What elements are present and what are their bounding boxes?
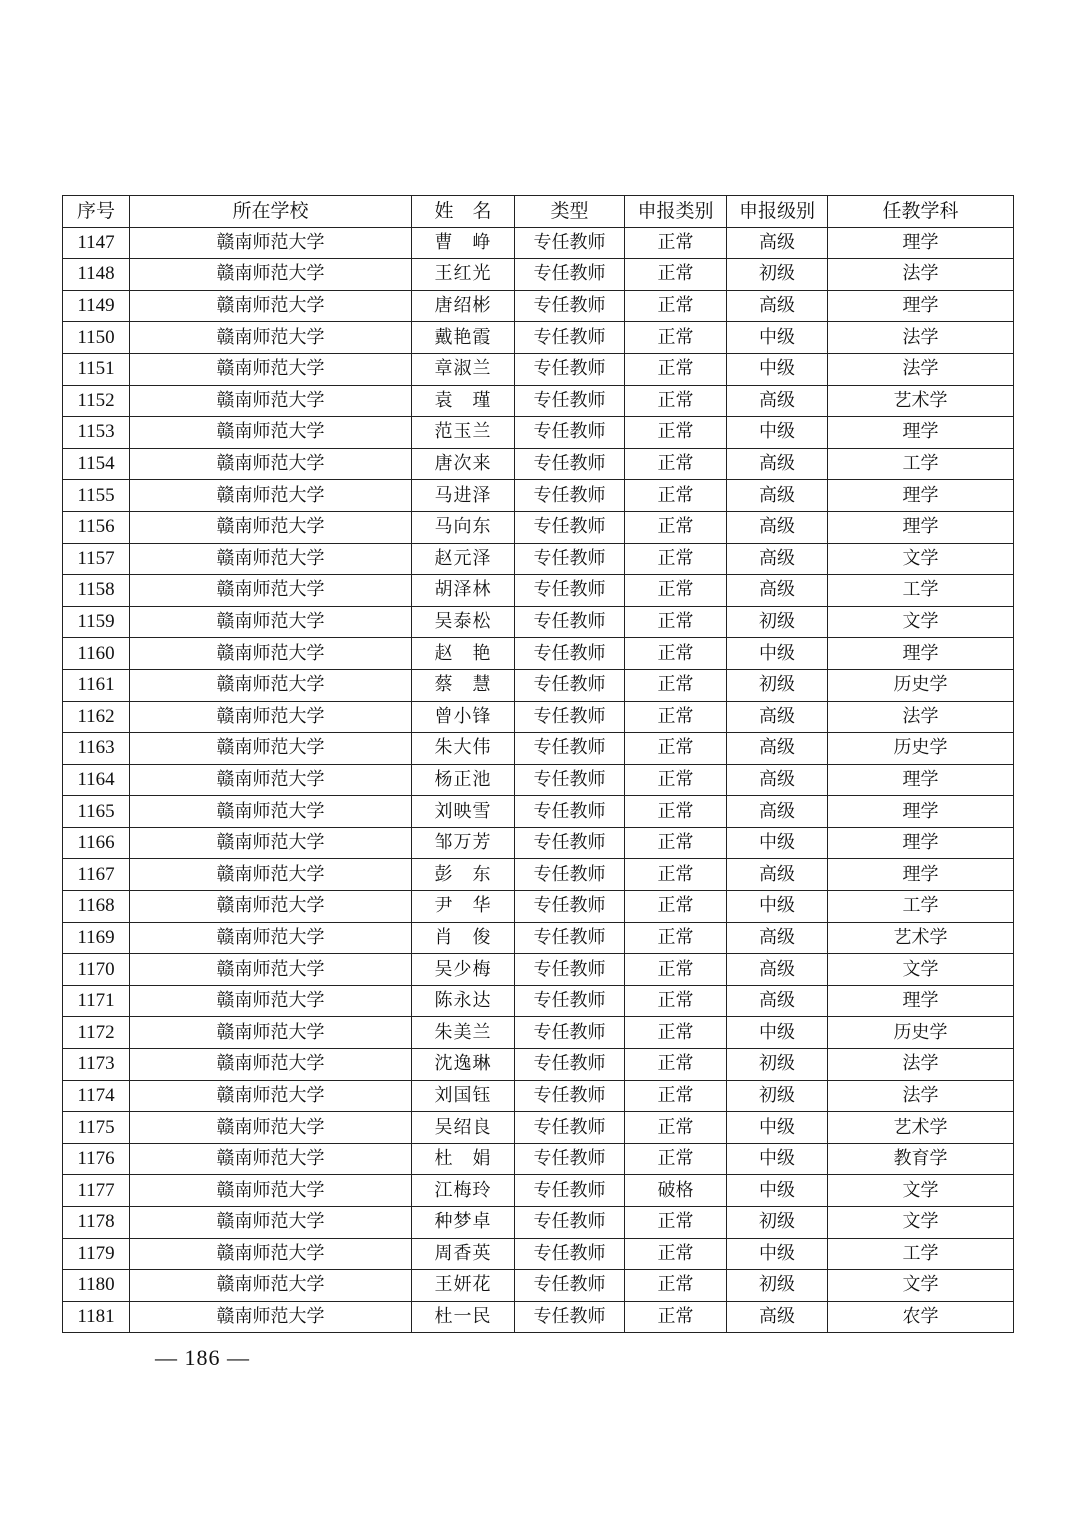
cell-category: 正常 <box>625 954 727 986</box>
cell-school: 赣南师范大学 <box>130 733 412 765</box>
table-row <box>63 1301 1014 1333</box>
cell-name: 吴泰松 <box>412 606 515 638</box>
cell-level: 高级 <box>727 385 828 417</box>
cell-school: 赣南师范大学 <box>130 480 412 512</box>
cell-level: 中级 <box>727 1175 828 1207</box>
cell-school: 赣南师范大学 <box>130 1270 412 1302</box>
cell-level: 中级 <box>727 1017 828 1049</box>
cell-type: 专任教师 <box>515 1301 625 1333</box>
cell-subject: 理学 <box>828 827 1014 859</box>
cell-type: 专任教师 <box>515 796 625 828</box>
cell-category: 正常 <box>625 985 727 1017</box>
cell-category: 正常 <box>625 448 727 480</box>
cell-index: 1172 <box>63 1017 130 1049</box>
cell-level: 高级 <box>727 480 828 512</box>
cell-index: 1164 <box>63 764 130 796</box>
table-row <box>63 827 1014 859</box>
cell-name: 唐绍彬 <box>412 290 515 322</box>
page-number: — 186 — <box>155 1345 250 1370</box>
cell-type: 专任教师 <box>515 448 625 480</box>
cell-subject: 艺术学 <box>828 922 1014 954</box>
cell-school: 赣南师范大学 <box>130 385 412 417</box>
cell-level: 高级 <box>727 922 828 954</box>
cell-index: 1148 <box>63 259 130 291</box>
table-row <box>63 891 1014 923</box>
cell-type: 专任教师 <box>515 259 625 291</box>
cell-index: 1161 <box>63 669 130 701</box>
cell-type: 专任教师 <box>515 954 625 986</box>
cell-subject: 工学 <box>828 1238 1014 1270</box>
cell-subject: 法学 <box>828 322 1014 354</box>
cell-level: 高级 <box>727 796 828 828</box>
cell-school: 赣南师范大学 <box>130 891 412 923</box>
cell-category: 正常 <box>625 891 727 923</box>
cell-category: 正常 <box>625 1049 727 1081</box>
cell-level: 高级 <box>727 1301 828 1333</box>
cell-level: 中级 <box>727 322 828 354</box>
cell-type: 专任教师 <box>515 1238 625 1270</box>
cell-level: 中级 <box>727 353 828 385</box>
cell-school: 赣南师范大学 <box>130 543 412 575</box>
table-row <box>63 259 1014 291</box>
cell-index: 1177 <box>63 1175 130 1207</box>
cell-level: 中级 <box>727 638 828 670</box>
cell-category: 正常 <box>625 1238 727 1270</box>
cell-name: 沈逸琳 <box>412 1049 515 1081</box>
cell-name: 杜一民 <box>412 1301 515 1333</box>
cell-school: 赣南师范大学 <box>130 575 412 607</box>
table-row <box>63 480 1014 512</box>
cell-subject: 工学 <box>828 448 1014 480</box>
cell-subject: 文学 <box>828 1207 1014 1239</box>
cell-level: 高级 <box>727 575 828 607</box>
cell-type: 专任教师 <box>515 1175 625 1207</box>
cell-level: 高级 <box>727 511 828 543</box>
cell-name: 曾小锋 <box>412 701 515 733</box>
cell-name: 章淑兰 <box>412 353 515 385</box>
cell-level: 高级 <box>727 448 828 480</box>
table-header-row <box>63 196 1014 228</box>
cell-type: 专任教师 <box>515 1270 625 1302</box>
cell-level: 高级 <box>727 701 828 733</box>
cell-name: 唐次来 <box>412 448 515 480</box>
cell-category: 正常 <box>625 796 727 828</box>
cell-type: 专任教师 <box>515 891 625 923</box>
cell-category: 正常 <box>625 227 727 259</box>
cell-name: 袁 瑾 <box>412 385 515 417</box>
cell-category: 正常 <box>625 417 727 449</box>
cell-name: 王妍花 <box>412 1270 515 1302</box>
cell-school: 赣南师范大学 <box>130 827 412 859</box>
cell-name: 种梦卓 <box>412 1207 515 1239</box>
cell-type: 专任教师 <box>515 1049 625 1081</box>
cell-category: 破格 <box>625 1175 727 1207</box>
cell-name: 肖 俊 <box>412 922 515 954</box>
cell-school: 赣南师范大学 <box>130 764 412 796</box>
cell-type: 专任教师 <box>515 1143 625 1175</box>
cell-index: 1157 <box>63 543 130 575</box>
cell-name: 赵元泽 <box>412 543 515 575</box>
cell-level: 初级 <box>727 259 828 291</box>
cell-level: 初级 <box>727 606 828 638</box>
cell-subject: 理学 <box>828 796 1014 828</box>
cell-category: 正常 <box>625 1080 727 1112</box>
cell-subject: 法学 <box>828 259 1014 291</box>
cell-name: 蔡 慧 <box>412 669 515 701</box>
cell-category: 正常 <box>625 290 727 322</box>
cell-index: 1151 <box>63 353 130 385</box>
cell-level: 初级 <box>727 1270 828 1302</box>
table-row <box>63 543 1014 575</box>
cell-subject: 文学 <box>828 1175 1014 1207</box>
header-index: 序号 <box>63 196 130 228</box>
cell-school: 赣南师范大学 <box>130 290 412 322</box>
cell-category: 正常 <box>625 322 727 354</box>
cell-name: 胡泽林 <box>412 575 515 607</box>
cell-school: 赣南师范大学 <box>130 859 412 891</box>
cell-index: 1170 <box>63 954 130 986</box>
header-application-category: 申报类别 <box>625 196 727 228</box>
cell-subject: 农学 <box>828 1301 1014 1333</box>
cell-name: 邹万芳 <box>412 827 515 859</box>
cell-level: 高级 <box>727 764 828 796</box>
cell-school: 赣南师范大学 <box>130 259 412 291</box>
cell-school: 赣南师范大学 <box>130 353 412 385</box>
cell-index: 1162 <box>63 701 130 733</box>
header-application-level: 申报级别 <box>727 196 828 228</box>
cell-name: 刘国钰 <box>412 1080 515 1112</box>
cell-subject: 法学 <box>828 701 1014 733</box>
cell-index: 1155 <box>63 480 130 512</box>
cell-type: 专任教师 <box>515 1080 625 1112</box>
cell-subject: 工学 <box>828 575 1014 607</box>
table-row <box>63 385 1014 417</box>
cell-category: 正常 <box>625 764 727 796</box>
cell-level: 初级 <box>727 1207 828 1239</box>
cell-subject: 艺术学 <box>828 1112 1014 1144</box>
cell-category: 正常 <box>625 543 727 575</box>
table-row <box>63 1049 1014 1081</box>
header-type: 类型 <box>515 196 625 228</box>
cell-level: 高级 <box>727 733 828 765</box>
cell-level: 中级 <box>727 1112 828 1144</box>
table-row <box>63 1207 1014 1239</box>
cell-name: 朱美兰 <box>412 1017 515 1049</box>
cell-subject: 文学 <box>828 1270 1014 1302</box>
cell-index: 1165 <box>63 796 130 828</box>
table-row <box>63 1017 1014 1049</box>
cell-subject: 理学 <box>828 480 1014 512</box>
table-row <box>63 290 1014 322</box>
cell-subject: 理学 <box>828 227 1014 259</box>
cell-school: 赣南师范大学 <box>130 1175 412 1207</box>
table-row <box>63 417 1014 449</box>
cell-index: 1159 <box>63 606 130 638</box>
cell-type: 专任教师 <box>515 827 625 859</box>
cell-level: 高级 <box>727 954 828 986</box>
cell-type: 专任教师 <box>515 859 625 891</box>
cell-subject: 法学 <box>828 1049 1014 1081</box>
cell-subject: 工学 <box>828 891 1014 923</box>
cell-index: 1173 <box>63 1049 130 1081</box>
cell-category: 正常 <box>625 606 727 638</box>
cell-index: 1149 <box>63 290 130 322</box>
cell-type: 专任教师 <box>515 1017 625 1049</box>
cell-index: 1163 <box>63 733 130 765</box>
cell-school: 赣南师范大学 <box>130 922 412 954</box>
table-row <box>63 669 1014 701</box>
table-row <box>63 227 1014 259</box>
cell-type: 专任教师 <box>515 480 625 512</box>
cell-subject: 法学 <box>828 353 1014 385</box>
cell-index: 1152 <box>63 385 130 417</box>
cell-name: 戴艳霞 <box>412 322 515 354</box>
cell-name: 彭 东 <box>412 859 515 891</box>
cell-level: 高级 <box>727 859 828 891</box>
table-row <box>63 1080 1014 1112</box>
cell-index: 1156 <box>63 511 130 543</box>
cell-name: 赵 艳 <box>412 638 515 670</box>
cell-index: 1158 <box>63 575 130 607</box>
cell-name: 范玉兰 <box>412 417 515 449</box>
cell-subject: 文学 <box>828 543 1014 575</box>
table-row <box>63 575 1014 607</box>
cell-type: 专任教师 <box>515 322 625 354</box>
cell-school: 赣南师范大学 <box>130 638 412 670</box>
cell-school: 赣南师范大学 <box>130 954 412 986</box>
cell-category: 正常 <box>625 1143 727 1175</box>
cell-subject: 法学 <box>828 1080 1014 1112</box>
cell-subject: 历史学 <box>828 733 1014 765</box>
table-row <box>63 1270 1014 1302</box>
cell-index: 1168 <box>63 891 130 923</box>
cell-index: 1181 <box>63 1301 130 1333</box>
cell-category: 正常 <box>625 1207 727 1239</box>
table-row <box>63 764 1014 796</box>
cell-index: 1167 <box>63 859 130 891</box>
table-row <box>63 796 1014 828</box>
table-row <box>63 985 1014 1017</box>
table-row <box>63 511 1014 543</box>
cell-school: 赣南师范大学 <box>130 701 412 733</box>
cell-category: 正常 <box>625 385 727 417</box>
cell-level: 高级 <box>727 290 828 322</box>
table-row <box>63 1143 1014 1175</box>
cell-type: 专任教师 <box>515 733 625 765</box>
cell-name: 马进泽 <box>412 480 515 512</box>
cell-level: 中级 <box>727 1238 828 1270</box>
cell-school: 赣南师范大学 <box>130 511 412 543</box>
cell-category: 正常 <box>625 1301 727 1333</box>
cell-school: 赣南师范大学 <box>130 322 412 354</box>
cell-type: 专任教师 <box>515 290 625 322</box>
cell-subject: 理学 <box>828 290 1014 322</box>
cell-name: 吴少梅 <box>412 954 515 986</box>
cell-school: 赣南师范大学 <box>130 796 412 828</box>
cell-name: 江梅玲 <box>412 1175 515 1207</box>
cell-category: 正常 <box>625 701 727 733</box>
cell-type: 专任教师 <box>515 575 625 607</box>
cell-name: 陈永达 <box>412 985 515 1017</box>
cell-category: 正常 <box>625 638 727 670</box>
cell-name: 杨正池 <box>412 764 515 796</box>
cell-category: 正常 <box>625 575 727 607</box>
cell-index: 1171 <box>63 985 130 1017</box>
cell-index: 1180 <box>63 1270 130 1302</box>
cell-index: 1154 <box>63 448 130 480</box>
cell-category: 正常 <box>625 1112 727 1144</box>
cell-school: 赣南师范大学 <box>130 1143 412 1175</box>
table-row <box>63 1112 1014 1144</box>
cell-category: 正常 <box>625 859 727 891</box>
cell-name: 周香英 <box>412 1238 515 1270</box>
cell-category: 正常 <box>625 669 727 701</box>
cell-type: 专任教师 <box>515 353 625 385</box>
table-row <box>63 1175 1014 1207</box>
cell-school: 赣南师范大学 <box>130 985 412 1017</box>
cell-index: 1176 <box>63 1143 130 1175</box>
cell-school: 赣南师范大学 <box>130 227 412 259</box>
cell-school: 赣南师范大学 <box>130 1238 412 1270</box>
cell-index: 1179 <box>63 1238 130 1270</box>
table-row <box>63 922 1014 954</box>
table-row <box>63 448 1014 480</box>
cell-school: 赣南师范大学 <box>130 1080 412 1112</box>
cell-index: 1174 <box>63 1080 130 1112</box>
cell-name: 朱大伟 <box>412 733 515 765</box>
cell-type: 专任教师 <box>515 701 625 733</box>
cell-school: 赣南师范大学 <box>130 448 412 480</box>
cell-category: 正常 <box>625 511 727 543</box>
cell-type: 专任教师 <box>515 385 625 417</box>
cell-subject: 历史学 <box>828 669 1014 701</box>
cell-type: 专任教师 <box>515 764 625 796</box>
header-school: 所在学校 <box>130 196 412 228</box>
cell-category: 正常 <box>625 480 727 512</box>
cell-level: 高级 <box>727 985 828 1017</box>
cell-level: 高级 <box>727 543 828 575</box>
cell-name: 王红光 <box>412 259 515 291</box>
cell-type: 专任教师 <box>515 638 625 670</box>
cell-level: 中级 <box>727 417 828 449</box>
cell-name: 杜 娟 <box>412 1143 515 1175</box>
cell-category: 正常 <box>625 1270 727 1302</box>
cell-type: 专任教师 <box>515 227 625 259</box>
cell-subject: 理学 <box>828 985 1014 1017</box>
cell-category: 正常 <box>625 733 727 765</box>
table-row <box>63 954 1014 986</box>
cell-level: 中级 <box>727 827 828 859</box>
table-row <box>63 1238 1014 1270</box>
cell-level: 初级 <box>727 1080 828 1112</box>
cell-index: 1175 <box>63 1112 130 1144</box>
cell-category: 正常 <box>625 827 727 859</box>
cell-school: 赣南师范大学 <box>130 1049 412 1081</box>
cell-subject: 艺术学 <box>828 385 1014 417</box>
cell-school: 赣南师范大学 <box>130 1017 412 1049</box>
table-row <box>63 353 1014 385</box>
cell-type: 专任教师 <box>515 511 625 543</box>
cell-name: 曹 峥 <box>412 227 515 259</box>
cell-school: 赣南师范大学 <box>130 1112 412 1144</box>
cell-level: 中级 <box>727 891 828 923</box>
cell-subject: 文学 <box>828 606 1014 638</box>
cell-type: 专任教师 <box>515 1112 625 1144</box>
table-row <box>63 638 1014 670</box>
cell-category: 正常 <box>625 353 727 385</box>
cell-subject: 文学 <box>828 954 1014 986</box>
cell-name: 刘映雪 <box>412 796 515 828</box>
cell-index: 1160 <box>63 638 130 670</box>
cell-category: 正常 <box>625 922 727 954</box>
cell-category: 正常 <box>625 1017 727 1049</box>
cell-subject: 理学 <box>828 511 1014 543</box>
cell-level: 中级 <box>727 1143 828 1175</box>
cell-type: 专任教师 <box>515 985 625 1017</box>
cell-type: 专任教师 <box>515 922 625 954</box>
table-row <box>63 859 1014 891</box>
cell-type: 专任教师 <box>515 1207 625 1239</box>
header-subject: 任教学科 <box>828 196 1014 228</box>
cell-name: 吴绍良 <box>412 1112 515 1144</box>
cell-level: 高级 <box>727 227 828 259</box>
cell-level: 初级 <box>727 669 828 701</box>
cell-index: 1153 <box>63 417 130 449</box>
cell-category: 正常 <box>625 259 727 291</box>
table-row <box>63 701 1014 733</box>
cell-type: 专任教师 <box>515 543 625 575</box>
cell-name: 马向东 <box>412 511 515 543</box>
cell-level: 初级 <box>727 1049 828 1081</box>
cell-index: 1178 <box>63 1207 130 1239</box>
table-row <box>63 733 1014 765</box>
cell-index: 1147 <box>63 227 130 259</box>
cell-school: 赣南师范大学 <box>130 1301 412 1333</box>
cell-subject: 理学 <box>828 859 1014 891</box>
table-row <box>63 606 1014 638</box>
cell-index: 1150 <box>63 322 130 354</box>
cell-index: 1169 <box>63 922 130 954</box>
cell-school: 赣南师范大学 <box>130 417 412 449</box>
cell-subject: 理学 <box>828 638 1014 670</box>
cell-school: 赣南师范大学 <box>130 606 412 638</box>
cell-type: 专任教师 <box>515 606 625 638</box>
cell-type: 专任教师 <box>515 669 625 701</box>
header-name: 姓 名 <box>412 196 515 228</box>
table-row <box>63 322 1014 354</box>
cell-subject: 历史学 <box>828 1017 1014 1049</box>
cell-subject: 理学 <box>828 764 1014 796</box>
cell-type: 专任教师 <box>515 417 625 449</box>
cell-subject: 教育学 <box>828 1143 1014 1175</box>
cell-index: 1166 <box>63 827 130 859</box>
cell-school: 赣南师范大学 <box>130 1207 412 1239</box>
teacher-list-table <box>62 195 1014 1333</box>
cell-school: 赣南师范大学 <box>130 669 412 701</box>
cell-subject: 理学 <box>828 417 1014 449</box>
cell-name: 尹 华 <box>412 891 515 923</box>
